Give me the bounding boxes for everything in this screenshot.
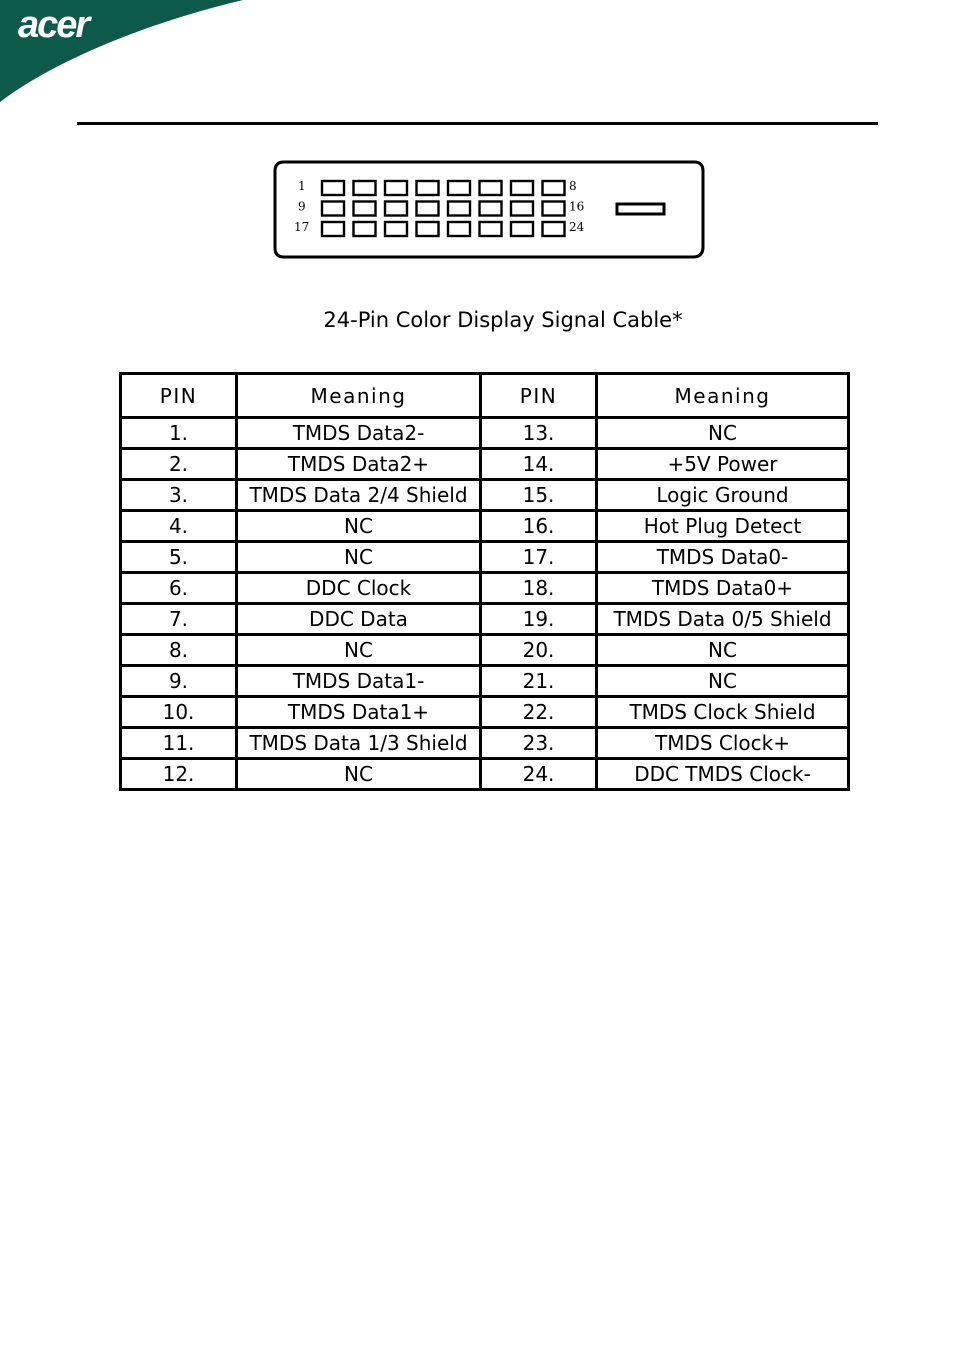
pin-number-left: 7. xyxy=(121,604,237,635)
connector-pin xyxy=(354,181,376,195)
pin-meaning-right: DDC TMDS Clock- xyxy=(597,759,849,790)
table-row xyxy=(121,573,849,604)
pin-meaning-left: TMDS Data1+ xyxy=(237,697,481,728)
pin-number-right: 13. xyxy=(481,418,597,449)
connector-pin xyxy=(385,181,407,195)
pin-number-right: 24. xyxy=(481,759,597,790)
connector-pin xyxy=(417,202,439,216)
header-meaning-left: Meaning xyxy=(237,374,481,418)
connector-pin xyxy=(322,181,344,195)
table-row xyxy=(121,666,849,697)
connector-pin xyxy=(322,222,344,236)
acer-logo: acer xyxy=(18,4,89,46)
row-end-label: 24 xyxy=(569,220,585,234)
row-start-label: 17 xyxy=(294,220,310,234)
connector-pin xyxy=(322,202,344,216)
pin-meaning-left: TMDS Data 1/3 Shield xyxy=(237,728,481,759)
pin-meaning-left: NC xyxy=(237,759,481,790)
pin-meaning-right: Logic Ground xyxy=(597,480,849,511)
pin-number-right: 15. xyxy=(481,480,597,511)
connector-pin xyxy=(480,222,502,236)
connector-pin xyxy=(511,202,533,216)
row-end-label: 16 xyxy=(569,199,585,214)
connector-pin xyxy=(448,181,470,195)
connector-pin xyxy=(417,181,439,195)
pin-meaning-left: DDC Clock xyxy=(237,573,481,604)
table-row xyxy=(121,697,849,728)
table-row xyxy=(121,511,849,542)
header-pin-right: PIN xyxy=(481,374,597,418)
pin-meaning-left: NC xyxy=(237,511,481,542)
table-row xyxy=(121,542,849,573)
header-pin-left: PIN xyxy=(121,374,237,418)
pin-number-left: 4. xyxy=(121,511,237,542)
pin-number-right: 14. xyxy=(481,449,597,480)
connector-pin xyxy=(543,222,565,236)
pin-meaning-right: NC xyxy=(597,635,849,666)
pin-number-left: 3. xyxy=(121,480,237,511)
connector-pin xyxy=(354,222,376,236)
pin-number-right: 23. xyxy=(481,728,597,759)
table-row xyxy=(121,418,849,449)
pin-meaning-left: DDC Data xyxy=(237,604,481,635)
table-row xyxy=(121,604,849,635)
dvi-connector-diagram xyxy=(272,159,708,263)
pin-number-right: 19. xyxy=(481,604,597,635)
pin-number-left: 8. xyxy=(121,635,237,666)
pin-meaning-right: TMDS Clock+ xyxy=(597,728,849,759)
pin-number-left: 9. xyxy=(121,666,237,697)
pin-number-right: 20. xyxy=(481,635,597,666)
table-row xyxy=(121,635,849,666)
table-row xyxy=(121,480,849,511)
pin-number-left: 1. xyxy=(121,418,237,449)
connector-pin xyxy=(354,202,376,216)
flat-blade xyxy=(617,204,664,214)
table-row xyxy=(121,728,849,759)
pin-assignment-table xyxy=(119,372,850,791)
pin-meaning-left: TMDS Data1- xyxy=(237,666,481,697)
pin-number-left: 12. xyxy=(121,759,237,790)
table-row xyxy=(121,759,849,790)
pin-meaning-right: NC xyxy=(597,666,849,697)
pin-meaning-right: TMDS Data0+ xyxy=(597,573,849,604)
pin-meaning-right: TMDS Clock Shield xyxy=(597,697,849,728)
pin-meaning-right: Hot Plug Detect xyxy=(597,511,849,542)
connector-pin xyxy=(385,202,407,216)
connector-pin xyxy=(480,181,502,195)
pin-meaning-right: TMDS Data 0/5 Shield xyxy=(597,604,849,635)
table-header-row xyxy=(121,374,849,418)
connector-pin xyxy=(543,181,565,195)
connector-pin xyxy=(417,222,439,236)
header-meaning-right: Meaning xyxy=(597,374,849,418)
pin-meaning-left: TMDS Data2+ xyxy=(237,449,481,480)
pin-number-left: 2. xyxy=(121,449,237,480)
connector-pin xyxy=(385,222,407,236)
pin-meaning-right: NC xyxy=(597,418,849,449)
header-rule xyxy=(77,122,878,125)
pin-number-right: 18. xyxy=(481,573,597,604)
pin-number-right: 21. xyxy=(481,666,597,697)
pin-number-left: 11. xyxy=(121,728,237,759)
pin-meaning-left: TMDS Data 2/4 Shield xyxy=(237,480,481,511)
pin-number-left: 6. xyxy=(121,573,237,604)
table-row xyxy=(121,449,849,480)
connector-pin xyxy=(511,181,533,195)
figure-caption: 24-Pin Color Display Signal Cable* xyxy=(323,308,683,332)
pin-meaning-right: +5V Power xyxy=(597,449,849,480)
pin-number-right: 22. xyxy=(481,697,597,728)
connector-pin xyxy=(480,202,502,216)
pin-number-right: 16. xyxy=(481,511,597,542)
connector-pin xyxy=(543,202,565,216)
row-start-label: 1 xyxy=(298,179,306,193)
connector-pin xyxy=(448,222,470,236)
pin-meaning-left: NC xyxy=(237,542,481,573)
pin-meaning-left: NC xyxy=(237,635,481,666)
row-end-label: 8 xyxy=(569,179,577,193)
pin-meaning-right: TMDS Data0- xyxy=(597,542,849,573)
pin-number-left: 5. xyxy=(121,542,237,573)
connector-pin xyxy=(448,202,470,216)
pin-number-left: 10. xyxy=(121,697,237,728)
connector-pin xyxy=(511,222,533,236)
pin-meaning-left: TMDS Data2- xyxy=(237,418,481,449)
pin-number-right: 17. xyxy=(481,542,597,573)
row-start-label: 9 xyxy=(298,199,306,214)
